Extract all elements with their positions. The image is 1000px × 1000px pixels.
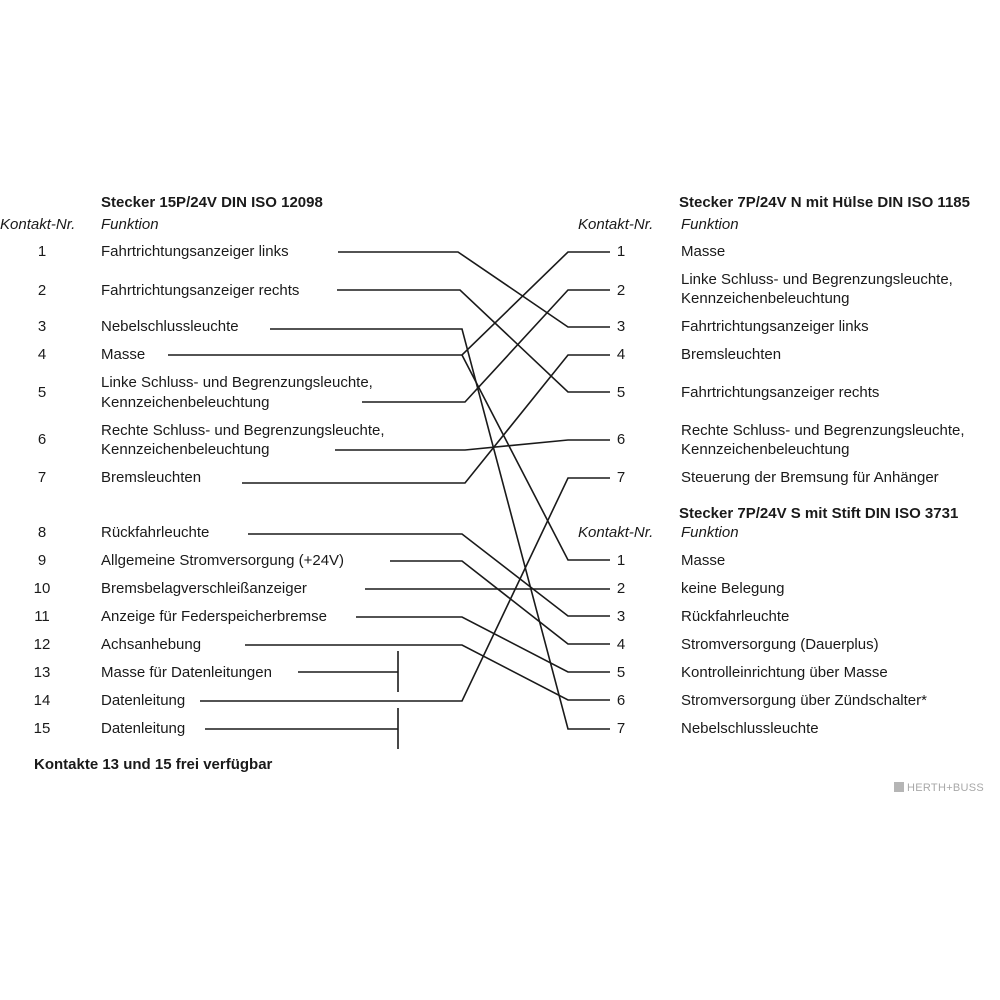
left-contact-nr: 11 (34, 608, 50, 625)
left-contact-nr: 10 (33, 580, 51, 597)
left-contact-nr: 7 (37, 469, 47, 486)
left-function-label: Masse (101, 346, 146, 363)
left-contact-nr: 15 (33, 720, 51, 737)
right-n-contact-nr: 7 (616, 469, 626, 486)
wire-15p6-n6 (335, 440, 610, 450)
left-function-label: Fahrtrichtungsanzeiger links (101, 243, 289, 260)
right-s-contact-nr: 3 (616, 608, 626, 625)
left-contact-nr: 3 (37, 318, 47, 335)
right-n-function-label: Steuerung der Bremsung für Anhänger (681, 469, 939, 486)
left-contact-nr: 5 (37, 384, 47, 401)
wire-15p4-n1 (168, 252, 610, 355)
left-function-label: Masse für Datenleitungen (101, 664, 272, 681)
left-contact-nr: 14 (33, 692, 51, 709)
left-function-label: Rückfahrleuchte (101, 524, 210, 541)
right-s-connector-title: Stecker 7P/24V S mit Stift DIN ISO 3731 (679, 505, 959, 522)
right-n-function-label: Kennzeichenbeleuchtung (681, 441, 850, 458)
left-function-label: Nebelschlussleuchte (101, 318, 239, 335)
right-n-function-header: Funktion (681, 216, 739, 233)
left-function-label: Datenleitung (101, 720, 186, 737)
right-n-function-label: Linke Schluss- und Begrenzungsleuchte, (681, 271, 953, 288)
right-s-function-label: Kontrolleinrichtung über Masse (681, 664, 888, 681)
right-n-contact-nr: 3 (616, 318, 626, 335)
left-function-label: Bremsleuchten (101, 469, 202, 486)
left-contact-nr: 1 (37, 243, 47, 260)
wire-15p9-s4 (390, 561, 610, 644)
brand-watermark (894, 782, 984, 794)
right-n-function-label: Fahrtrichtungsanzeiger links (681, 318, 869, 335)
left-contact-nr: 4 (37, 346, 47, 363)
right-s-function-label: Stromversorgung über Zündschalter* (681, 692, 927, 709)
right-s-contact-nr: 5 (616, 664, 626, 681)
left-function-label: Rechte Schluss- und Begrenzungsleuchte, (101, 422, 385, 439)
left-function-label: Datenleitung (101, 692, 186, 709)
right-s-function-label: Stromversorgung (Dauerplus) (681, 636, 879, 653)
left-function-label: Fahrtrichtungsanzeiger rechts (101, 282, 300, 299)
right-s-contact-header: Kontakt-Nr. (578, 524, 654, 541)
left-contact-nr: 2 (37, 282, 47, 299)
right-s-function-label: keine Belegung (681, 580, 785, 597)
right-s-contact-nr: 1 (616, 552, 626, 569)
right-n-contact-nr: 1 (616, 243, 626, 260)
right-s-contact-nr: 2 (616, 580, 626, 597)
left-function-label: Allgemeine Stromversorgung (+24V) (101, 552, 345, 569)
right-s-function-label: Rückfahrleuchte (681, 608, 790, 625)
right-n-function-label: Fahrtrichtungsanzeiger rechts (681, 384, 880, 401)
left-contact-nr: 6 (37, 431, 47, 448)
right-n-function-label: Masse (681, 243, 726, 260)
left-contact-nr: 12 (33, 636, 51, 653)
left-contact-nr: 9 (37, 552, 47, 569)
right-n-function-label: Kennzeichenbeleuchtung (681, 290, 850, 307)
wire-15p8-s3 (248, 534, 610, 616)
right-n-contact-nr: 6 (616, 431, 626, 448)
left-function-label: Anzeige für Federspeicherbremse (101, 608, 327, 625)
left-function-header: Funktion (101, 216, 159, 233)
brand-watermark-text: HERTH+BUSS (907, 782, 985, 794)
left-connector-title: Stecker 15P/24V DIN ISO 12098 (101, 194, 323, 211)
left-function-label: Linke Schluss- und Begrenzungsleuchte, (101, 374, 373, 391)
right-s-function-label: Masse (681, 552, 726, 569)
left-function-label: Kennzeichenbeleuchtung (101, 441, 270, 458)
left-function-label: Achsanhebung (101, 636, 202, 653)
right-n-contact-nr: 4 (616, 346, 626, 363)
right-n-contact-nr: 5 (616, 384, 626, 401)
right-n-contact-nr: 2 (616, 282, 626, 299)
wire-15p5-n2 (362, 290, 610, 402)
right-s-function-label: Nebelschlussleuchte (681, 720, 819, 737)
left-function-label: Kennzeichenbeleuchtung (101, 394, 270, 411)
right-s-contact-nr: 6 (616, 692, 626, 709)
right-s-function-header: Funktion (681, 524, 739, 541)
right-n-contact-header: Kontakt-Nr. (578, 216, 654, 233)
right-n-function-label: Bremsleuchten (681, 346, 782, 363)
left-function-label: Bremsbelagverschleißanzeiger (101, 580, 307, 597)
left-contact-header: Kontakt-Nr. (0, 216, 76, 233)
free-contacts-note: Kontakte 13 und 15 frei verfügbar (34, 756, 273, 773)
left-contact-nr: 8 (37, 524, 47, 541)
left-contact-nr: 13 (33, 664, 51, 681)
right-s-contact-nr: 7 (616, 720, 626, 737)
brand-logo-icon (894, 782, 904, 792)
right-n-connector-title: Stecker 7P/24V N mit Hülse DIN ISO 1185 (679, 194, 970, 211)
right-s-contact-nr: 4 (616, 636, 626, 653)
right-n-function-label: Rechte Schluss- und Begrenzungsleuchte, (681, 422, 965, 439)
